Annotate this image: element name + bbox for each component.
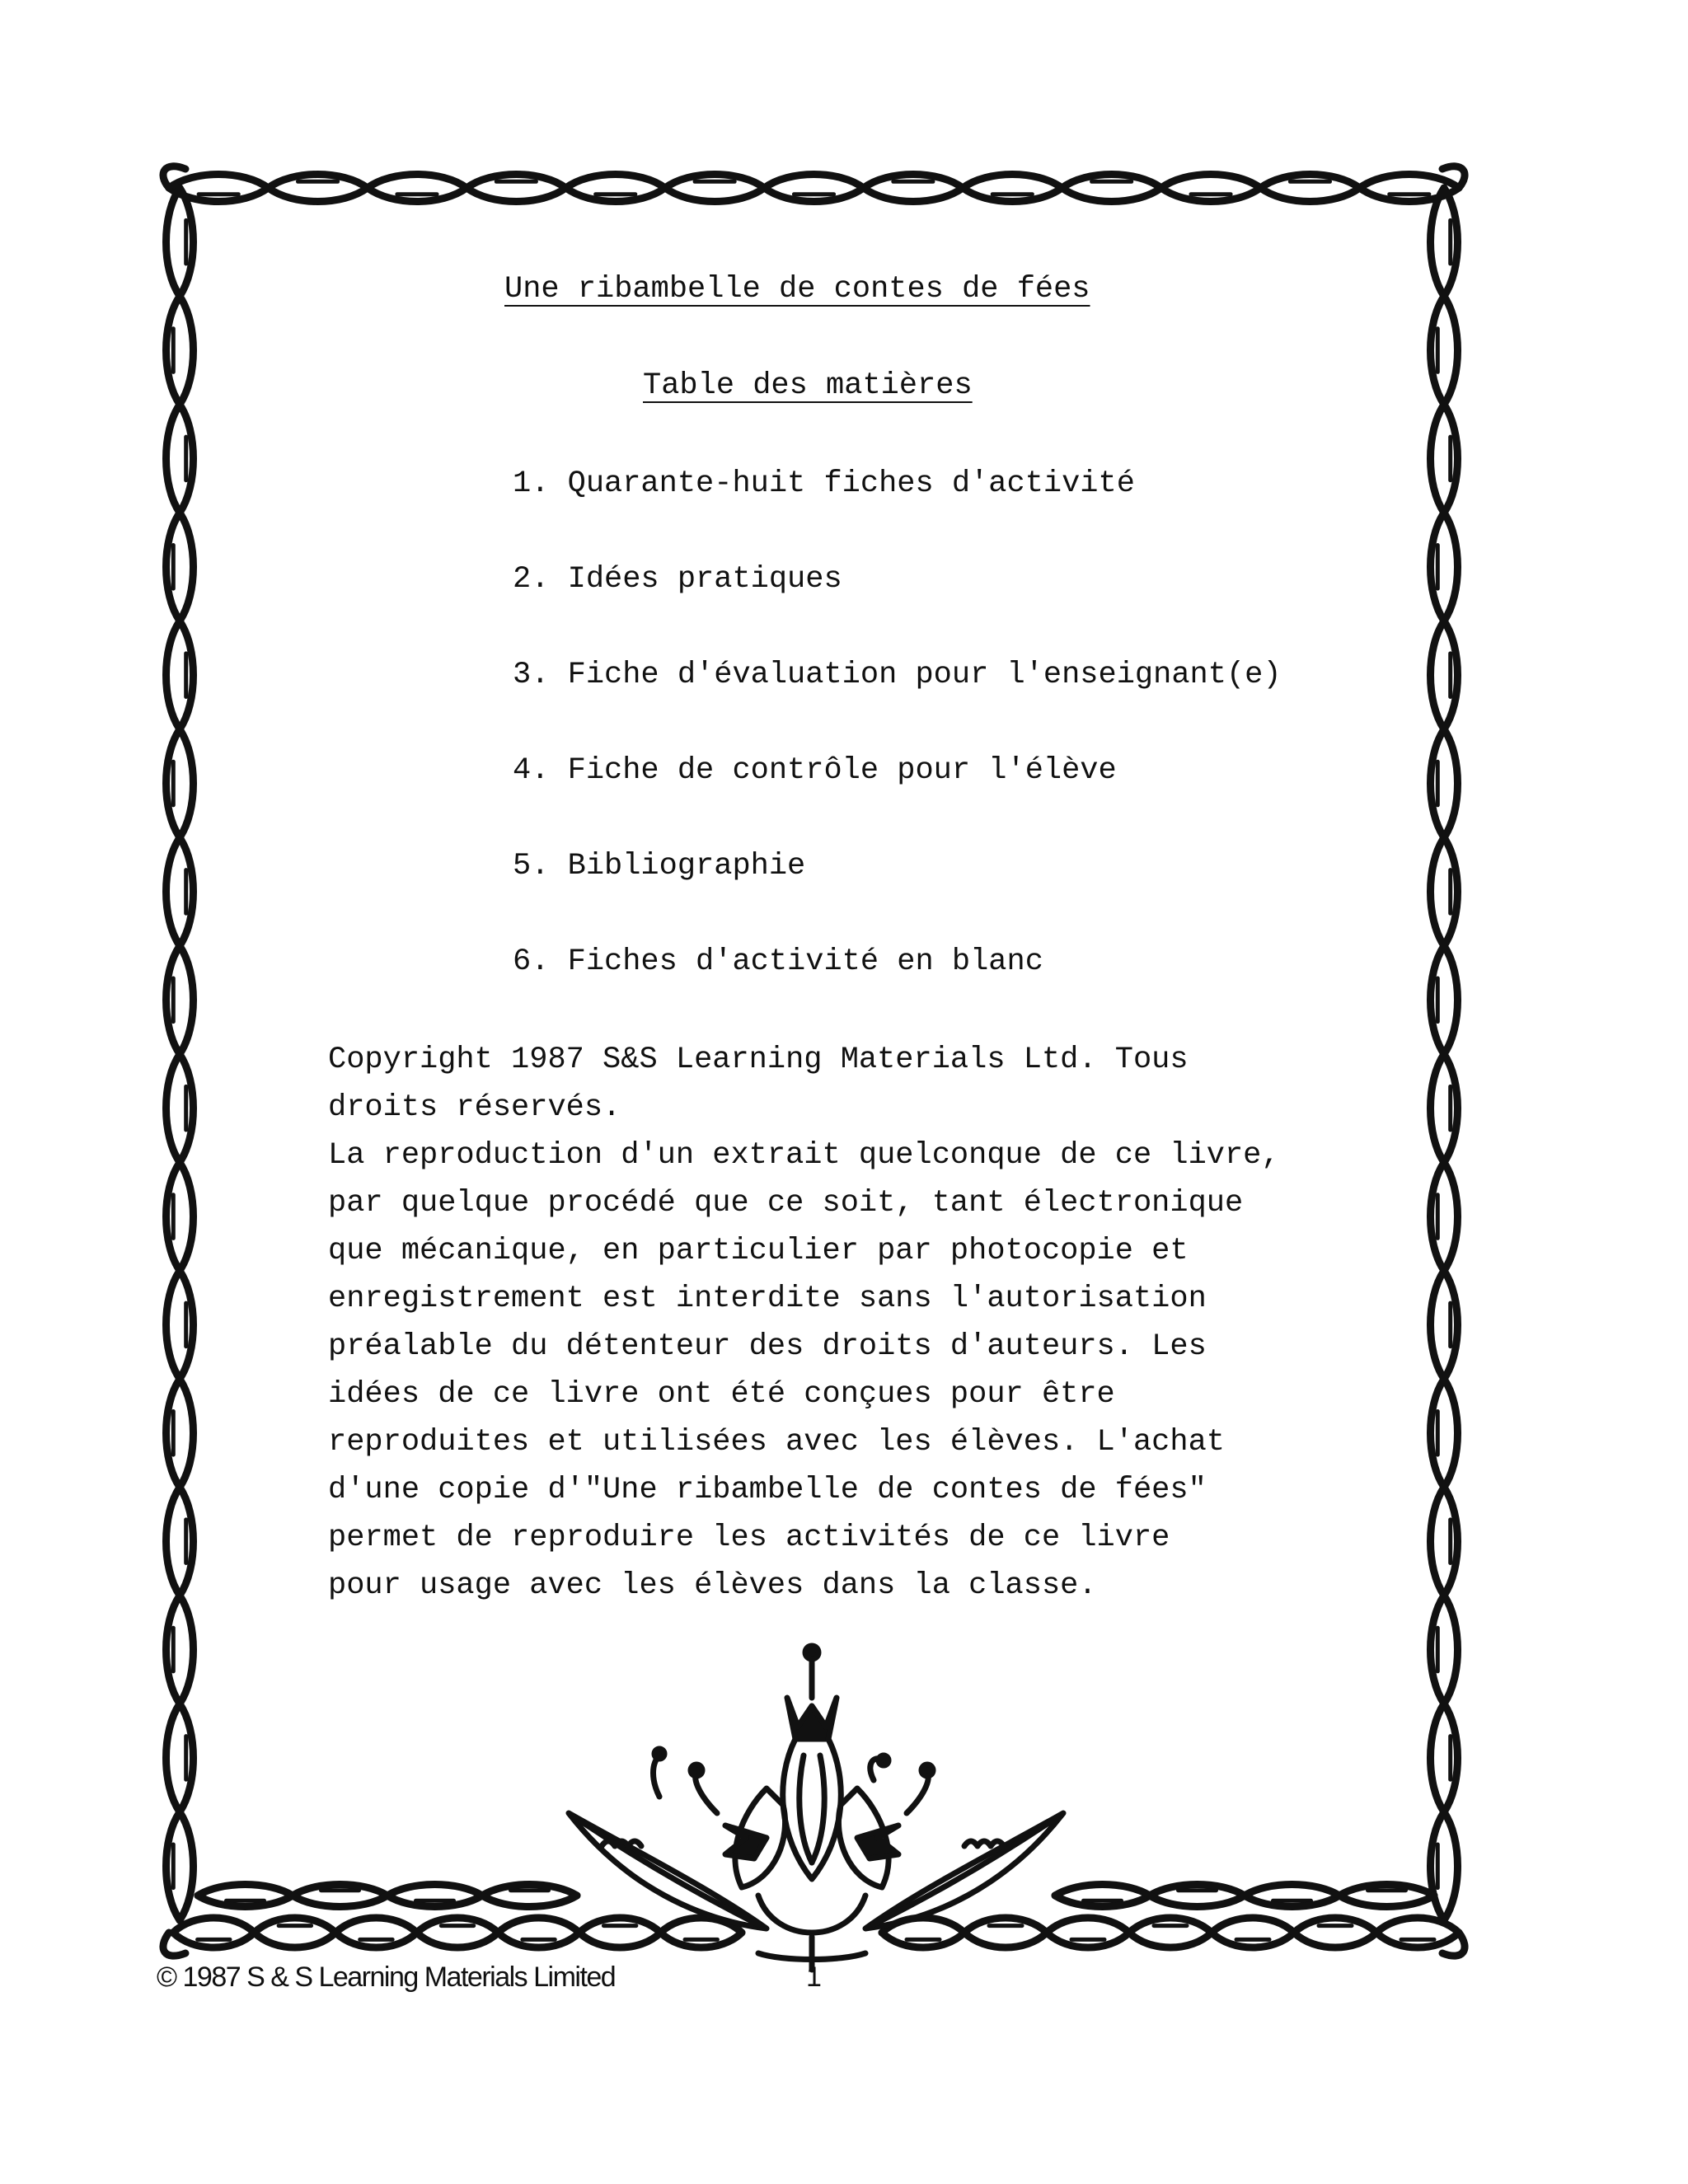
toc-item: 3. Fiche d'évaluation pour l'enseignant(e) <box>513 658 1282 692</box>
toc-item: 5. Bibliographie <box>513 849 806 883</box>
table-of-contents <box>513 466 1282 1039</box>
toc-item: 4. Fiche de contrôle pour l'élève <box>513 753 1117 788</box>
toc-heading: Table des matières <box>643 368 973 403</box>
toc-item: 6. Fiches d'activité en blanc <box>513 944 1043 979</box>
toc-item: 1. Quarante-huit fiches d'activité <box>513 466 1135 501</box>
publisher-footer: © 1987 S & S Learning Materials Limited <box>157 1961 616 1993</box>
copyright-notice: Copyright 1987 S&S Learning Materials Ltd. Tous droits réservés. La reproduction d'un extrait quelconque de ce livre, par quelque procédé que ce soit, tant électronique que mécanique, en particulier par photocopie et enregistrement est interdite sans l'autorisation préalable du détenteur des droits d'auteurs. Les idées de ce livre ont été conçues pour être reproduites et utilisées avec les élèves. L'achat d'une copie d'"Une ribambelle de contes de fées" permet de reproduire les activités de ce livre pour usage avec les élèves dans la classe. <box>328 1043 1280 1603</box>
document-title: Une ribambelle de contes de fées <box>504 272 1090 307</box>
toc-item: 2. Idées pratiques <box>513 562 842 597</box>
page-number: 1 <box>806 1961 822 1993</box>
